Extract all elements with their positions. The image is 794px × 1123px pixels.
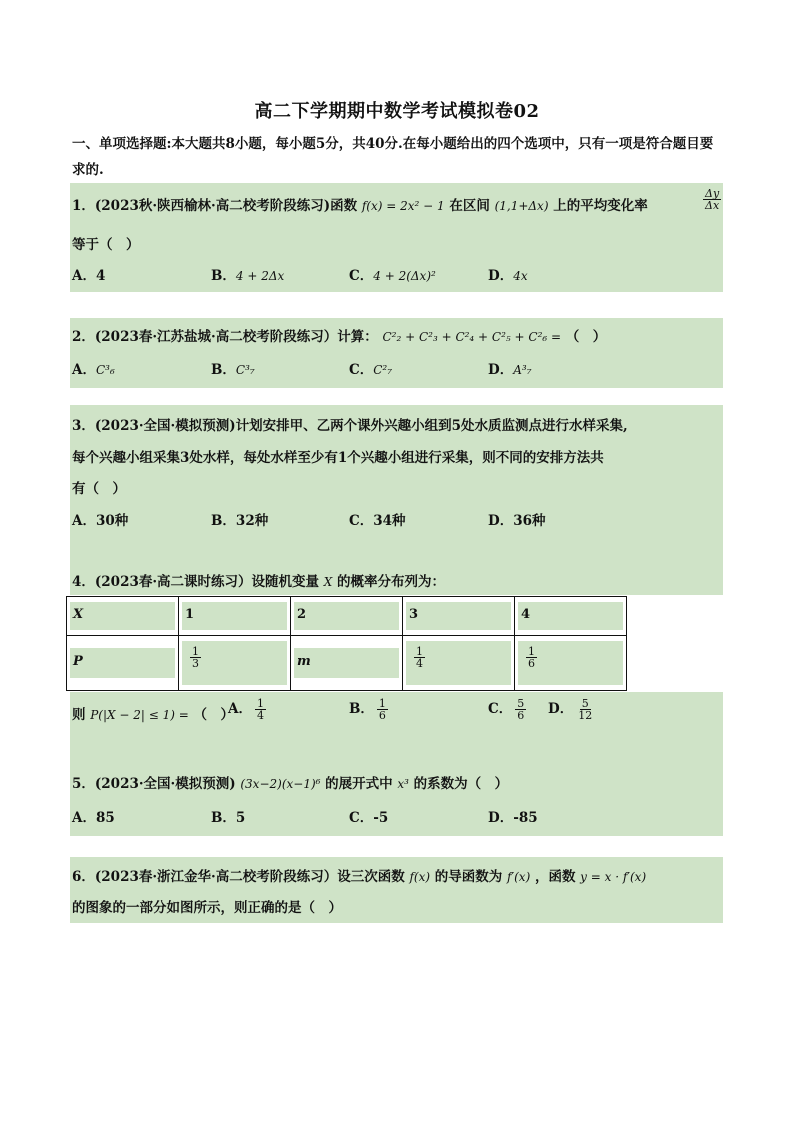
q1-stem-c: 上的平均变化率 — [553, 198, 648, 214]
q1-stem-a: 1．(2023秋·陕西榆林·高二校考阶段练习)函数 — [72, 198, 358, 214]
q6-stem — [72, 865, 646, 885]
q1-stem-end: 等于（ ） — [72, 237, 140, 253]
q6-line2: 的图象的一部分如图所示，则正确的是（ ） — [72, 900, 342, 916]
q4-option-b: B． $\frac{1}{6}$ — [349, 697, 386, 722]
q3-line1: 3．(2023·全国·模拟预测)计划安排甲、乙两个课外兴趣小组到5处水质监测点进行水样采集, — [72, 418, 628, 434]
table-cell: 2 — [291, 597, 403, 636]
q5-option-c: C．-5 — [349, 810, 389, 826]
q4-option-a: A． $\frac{1}{4}$ — [228, 697, 264, 722]
q3-option-b: B．32种 — [211, 513, 269, 529]
q5-option-b: B．5 — [211, 810, 246, 826]
table-cell: 4 — [515, 597, 627, 636]
page-title: 高二下学期期中数学考试模拟卷02 — [254, 101, 540, 122]
q2-option-a: A．C³₆ — [72, 362, 115, 378]
q3-option-c: C．34种 — [349, 513, 406, 529]
q2-option-d: D．A³₇ — [488, 362, 532, 378]
q4-ask-a: 则 — [72, 707, 86, 723]
table-row — [67, 636, 627, 691]
q4-ask-expr: P(|X − 2| ≤ 1) = — [90, 708, 189, 722]
q6-stem-c: ，函数 — [534, 869, 576, 885]
q6-stem-b: 的导函数为 — [434, 869, 503, 885]
table-cell: $\frac{1}{6}$ — [515, 636, 627, 691]
table-cell: 3 — [403, 597, 515, 636]
q1-interval: (1,1+Δx) — [494, 199, 549, 213]
q4-option-d: D． $\frac{5}{12}$ — [548, 697, 593, 722]
q1-stem — [72, 194, 648, 214]
q6-stem-a: 6．(2023春·浙江金华·高二校考阶段练习）设三次函数 — [72, 869, 405, 885]
q2-stem — [72, 325, 606, 345]
q2-option-c: C．C²₇ — [349, 362, 393, 378]
table-cell: m — [291, 636, 403, 691]
q2-stem-a: 2．(2023春·江苏盐城·高二校考阶段练习）计算： — [72, 329, 378, 345]
q6-yexpr: y = x · f′(x) — [580, 870, 647, 884]
q1-option-c: C．4 + 2(Δx)² — [349, 268, 436, 284]
q5-stem — [72, 772, 508, 792]
q3-line3: 有（ ） — [72, 481, 126, 497]
section-intro: 一、单项选择题:本大题共8小题，每小题5分，共40分.在每小题给出的四个选项中，只有一项是符合题目要求的. — [72, 136, 714, 178]
q5-term: x³ — [397, 777, 409, 791]
q6-fx: f(x) — [409, 870, 431, 884]
q1-func: f(x) = 2x² − 1 — [361, 199, 445, 213]
q1-stem-b: 在区间 — [449, 198, 490, 214]
q1-option-b: B．4 + 2Δx — [211, 268, 285, 284]
q1-rate-num: Δy — [705, 187, 720, 200]
q5-stem-b: 的展开式中 — [325, 776, 393, 792]
q4-stem — [72, 570, 445, 590]
q3-line2: 每个兴趣小组采集3处水样，每处水样至少有1个兴趣小组进行采集，则不同的安排方法共 — [72, 450, 604, 466]
table-cell: $\frac{1}{3}$ — [179, 636, 291, 691]
q4-ask-b: （ ） — [193, 707, 234, 723]
q5-option-a: A．85 — [72, 810, 115, 826]
q4-option-c: C． $\frac{5}{6}$ — [488, 697, 525, 722]
probability-table — [66, 596, 627, 691]
q1-option-a: A．4 — [72, 268, 106, 284]
table-row — [67, 597, 627, 636]
q1-option-d: D．4x — [488, 268, 528, 284]
q2-stem-b: （ ） — [565, 329, 607, 345]
q4-var: X — [323, 575, 333, 589]
q5-stem-a: 5．(2023·全国·模拟预测) — [72, 776, 236, 792]
q1-rate-fraction — [700, 188, 724, 211]
q1-rate-den: Δx — [705, 199, 720, 212]
q5-stem-c: 的系数为（ ） — [413, 776, 509, 792]
q2-option-b: B．C³₇ — [211, 362, 255, 378]
q5-expr: (3x−2)(x−1)⁶ — [240, 777, 321, 791]
table-cell: 1 — [179, 597, 291, 636]
q6-fpx: f′(x) — [506, 870, 531, 884]
q2-expr: C²₂ + C²₃ + C²₄ + C²₅ + C²₆ = — [382, 330, 562, 344]
q4-stem-a: 4．(2023春·高二课时练习）设随机变量 — [72, 574, 320, 590]
table-cell: $\frac{1}{4}$ — [403, 636, 515, 691]
q4-ask — [72, 703, 234, 723]
q3-option-a: A．30种 — [72, 513, 129, 529]
table-cell: X — [67, 597, 179, 636]
q3-option-d: D．36种 — [488, 513, 546, 529]
q5-option-d: D．-85 — [488, 810, 538, 826]
table-cell: P — [67, 636, 179, 691]
q4-stem-b: 的概率分布列为： — [337, 574, 446, 590]
